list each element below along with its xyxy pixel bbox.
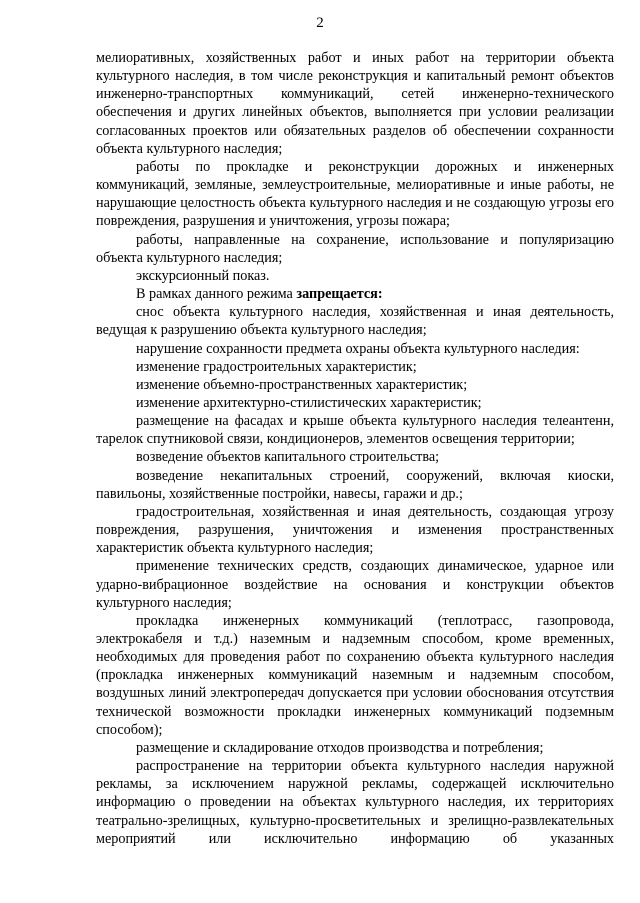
- paragraph: нарушение сохранности предмета охраны объекта культурного наследия:: [136, 340, 580, 357]
- regime-intro: В рамках данного режима: [136, 286, 297, 303]
- paragraph: работы, направленные на сохранение, использование и популяризацию объекта культурного наследия;: [96, 231, 614, 266]
- document-body: [96, 49, 614, 848]
- paragraph: размещение на фасадах и крыше объекта культурного наследия телеантенн, тарелок спутниковой связи, кондиционеров, элементов освещения территории;: [96, 413, 614, 448]
- paragraph: снос объекта культурного наследия, хозяйственная и иная деятельность, ведущая к разрушению объекта культурного наследия;: [96, 304, 614, 339]
- regime-heading: [96, 285, 614, 303]
- paragraph: возведение объектов капитального строительства;: [136, 449, 440, 466]
- paragraph: возведение некапитальных строений, сооружений, включая киоски, павильоны, хозяйственные постройки, навесы, гаражи и др.;: [96, 467, 614, 502]
- paragraph: изменение градостроительных характеристик;: [136, 358, 417, 375]
- paragraph: градостроительная, хозяйственная и иная деятельность, создающая угрозу повреждения, разрушения, уничтожения и изменения пространственных характеристик объекта культурного наследия;: [96, 503, 614, 557]
- paragraph: изменение объемно-пространственных характеристик;: [136, 376, 468, 393]
- paragraph: размещение и складирование отходов производства и потребления;: [136, 739, 544, 756]
- paragraph: мелиоративных, хозяйственных работ и иных работ на территории объекта культурного наследия, в том числе реконструкция и капитальный ремонт объектов инженерно-транспортных коммуникаций, сетей инженерно-технического обеспечения и других линейных объектов, выполняется при условии реализации согласованных проектов или обязательных разделов об обеспечении сохранности объекта культурного наследия;: [96, 50, 614, 157]
- paragraph: работы по прокладке и реконструкции дорожных и инженерных коммуникаций, земляные, землеустроительные, мелиоративные и иные работы, не нарушающие целостность объекта культурного наследия и не создающую угрозы его повреждения, разрушения и уничтожения, угрозы пожара;: [96, 158, 614, 230]
- paragraph: изменение архитектурно-стилистических характеристик;: [136, 394, 482, 411]
- paragraph: прокладка инженерных коммуникаций (теплотрасс, газопровода, электрокабеля и т.д.) наземным и надземным способом, кроме временных, необходимых для проведения работ по сохранению объекта культурного наследия (прокладка инженерных коммуникаций наземным и надземным способом, воздушных линий электропередач допускается при условии обоснования отсутствия технической возможности прокладки инженерных коммуникаций подземным способом);: [96, 612, 614, 738]
- paragraph: применение технических средств, создающих динамическое, ударное или ударно-вибрационное воздействие на основания и конструкции объектов культурного наследия;: [96, 558, 614, 611]
- regime-prohibited: запрещается:: [296, 286, 383, 303]
- paragraph: экскурсионный показ.: [136, 267, 270, 284]
- page-number: 2: [316, 15, 324, 31]
- paragraph: распространение на территории объекта культурного наследия наружной рекламы, за исключением наружной рекламы, содержащей исключительно информацию о проведении на объектах культурного наследия, их территориях театрально-зрелищных, культурно-просветительных и зрелищно-развлекательных мероприятий или исключительно информацию об указанных: [96, 758, 614, 847]
